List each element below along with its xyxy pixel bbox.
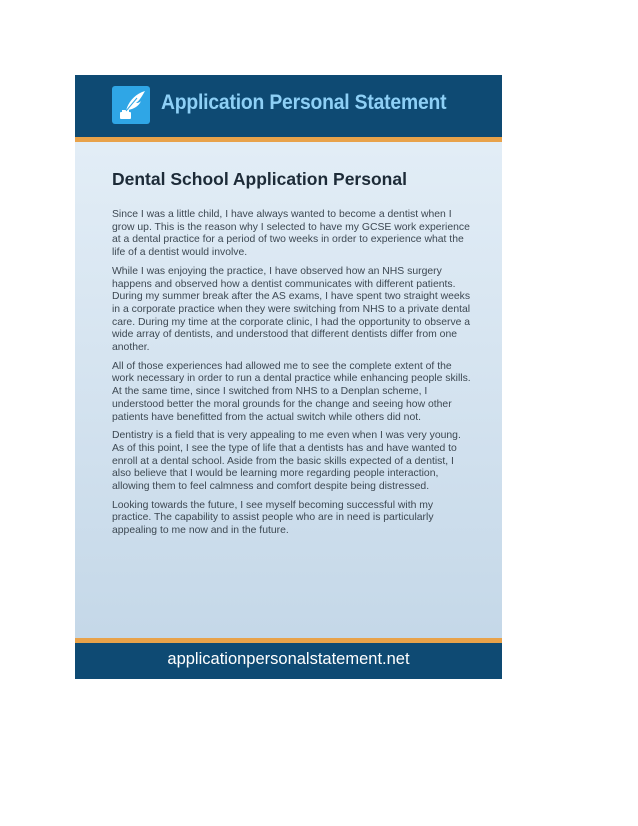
header-banner [75,75,502,142]
paragraph: Looking towards the future, I see myself becoming successful with my practice. The capability to assist people who are in need is particularly appealing to me now and in the future. [112,499,434,537]
footer-banner [75,638,502,679]
paragraph: While I was enjoying the practice, I have observed how an NHS surgery happens and observed how a dentist communicates with different patients. During my summer break after the AS exams, I have spent two straight weeks in a corporate practice when they were switching from NHS to a private dental care. During my time at the corporate clinic, I had the opportunity to observe a wide array of dentists, and understood that different dentists differ from one another. [112,265,471,354]
document-title: Dental School Application Personal [112,169,407,189]
document-body [112,169,472,544]
paragraph: Dentistry is a field that is very appealing to me even when I was very young. As of this point, I see the type of life that a dentists has and have wanted to enroll at a dental school. Aside from the basic skills expected of a dentist, I also believe that I would be learning more regarding people interaction, allowing them to feel calmness and comfort despite being distressed. [112,430,461,493]
statement-card [75,75,502,679]
brand-title: Application Personal Statement [161,91,447,114]
website-url: applicationpersonalstatement.net [167,650,410,668]
quill-pen-icon [112,86,150,124]
paragraph: Since I was a little child, I have always wanted to become a dentist when I grow up. This is the reason why I selected to have my GCSE work experience at a dental practice for a period of two weeks in order to experience what the life of a dentist would involve. [112,209,470,259]
paragraph: All of those experiences had allowed me to see the complete extent of the work necessary in order to run a dental practice while enhancing people skills. At the same time, since I switched from NHS to a Denplan scheme, I understood better the moral grounds for the change and seeing how other patients have benefitted from the actual switch while others did not. [112,360,471,423]
